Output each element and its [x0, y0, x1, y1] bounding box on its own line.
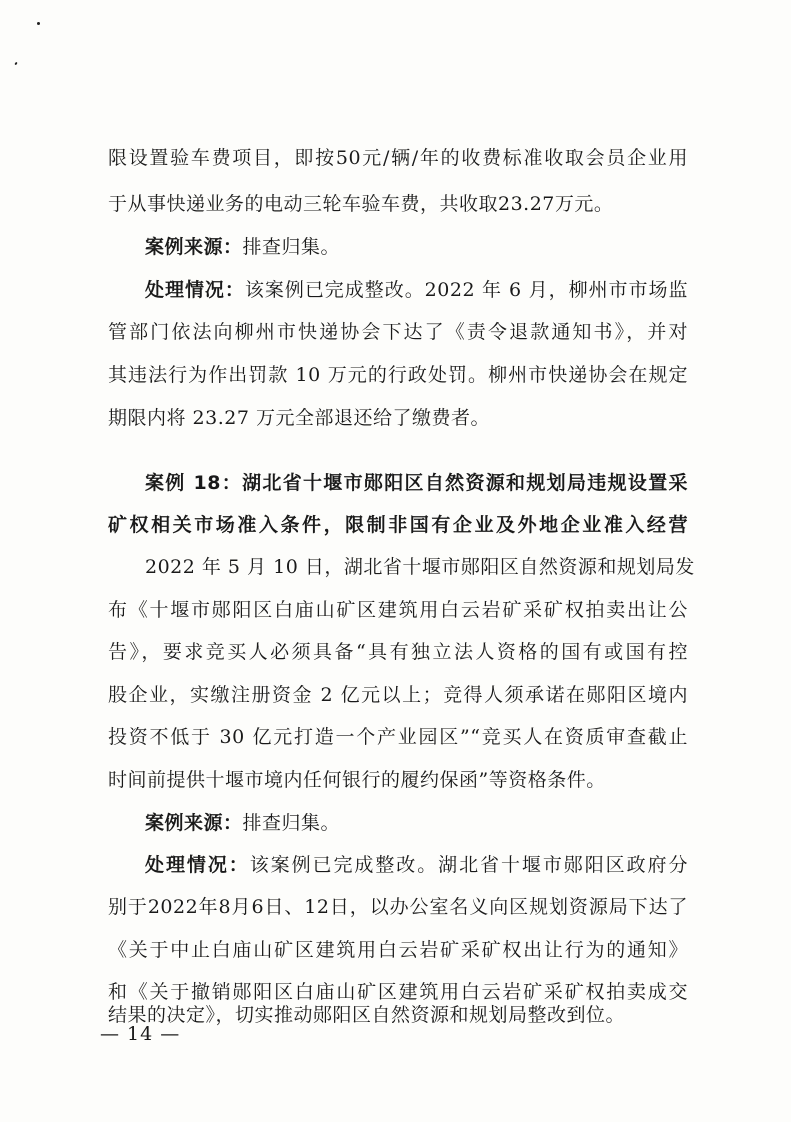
case-source-text: 排查归集。	[242, 236, 341, 258]
paragraph-line: 告》，要求竞买人必须具备“具有独立法人资格的国有或国有控	[108, 641, 688, 663]
scan-speck	[37, 22, 40, 25]
handling-label: 处理情况：	[145, 279, 245, 301]
paragraph-line: 限设置验车费项目，即按50元/辆/年的收费标准收取会员企业用	[108, 147, 688, 169]
case-source-label: 案例来源：	[145, 236, 243, 258]
case-source	[145, 809, 688, 837]
handling-text: 该案例已完成整改。2022 年 6 月，柳州市市场监	[244, 279, 688, 301]
handling-label: 处理情况：	[145, 854, 250, 876]
paragraph-line: 其违法行为作出罚款 10 万元的行政处罚。柳州市快递协会在规定	[108, 364, 688, 386]
case-title: 矿权相关市场准入条件，限制非国有企业及外地企业准入经营	[108, 514, 688, 536]
page-number: — 14 —	[100, 1023, 181, 1045]
case-source-text: 排查归集。	[242, 812, 341, 834]
case-title: 案例 18：湖北省十堰市郧阳区自然资源和规划局违规设置采	[145, 472, 688, 494]
paragraph-line: 结果的决定》，切实推动郧阳区自然资源和规划局整改到位。	[108, 1004, 626, 1026]
scan-speck	[14, 62, 17, 66]
paragraph-line: 于从事快递业务的电动三轮车验车费，共收取23.27万元。	[108, 193, 614, 215]
paragraph-line: 时间前提供十堰市境内任何银行的履约保函”等资格条件。	[108, 769, 606, 791]
case-source	[145, 233, 688, 261]
paragraph-line: 和《关于撤销郧阳区白庙山矿区建筑用白云岩矿采矿权拍卖成交	[108, 981, 688, 1003]
paragraph-line: 《关于中止白庙山矿区建筑用白云岩矿采矿权出让行为的通知》	[108, 939, 688, 961]
paragraph-line: 期限内将 23.27 万元全部退还给了缴费者。	[108, 407, 490, 429]
handling-text: 该案例已完成整改。湖北省十堰市郧阳区政府分	[249, 854, 688, 876]
handling-line	[145, 276, 688, 304]
paragraph-line: 管部门依法向柳州市快递协会下达了《责令退款通知书》，并对	[108, 321, 688, 343]
case-source-label: 案例来源：	[145, 812, 243, 834]
paragraph-line: 布《十堰市郧阳区白庙山矿区建筑用白云岩矿采矿权拍卖出让公	[108, 599, 688, 621]
paragraph-line: 别于2022年8月6日、12日，以办公室名义向区规划资源局下达了	[108, 896, 688, 918]
paragraph-line: 股企业，实缴注册资金 2 亿元以上；竞得人须承诺在郧阳区境内	[108, 684, 688, 706]
paragraph-line: 2022 年 5 月 10 日，湖北省十堰市郧阳区自然资源和规划局发	[145, 556, 695, 578]
paragraph-line: 投资不低于 30 亿元打造一个产业园区”“竞买人在资质审查截止	[108, 726, 688, 748]
handling-line	[145, 851, 688, 879]
